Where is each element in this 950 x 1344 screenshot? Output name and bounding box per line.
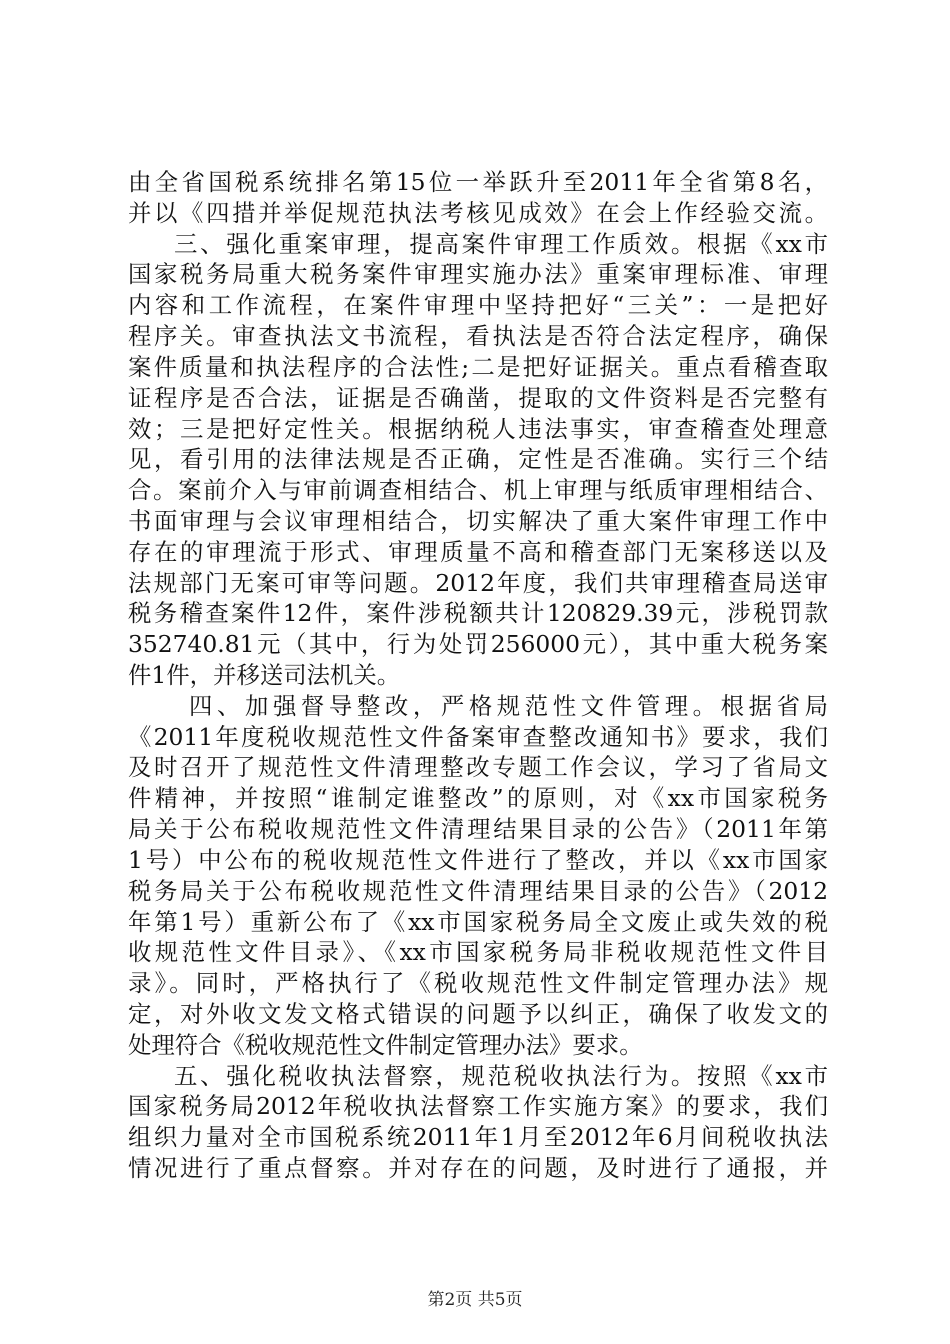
text-line: 定，对外收文发文格式错误的问题予以纠正，确保了收发文的 bbox=[128, 999, 828, 1028]
text-line: 1号）中公布的税收规范性文件进行了整改，并以《xx市国家 bbox=[128, 845, 828, 874]
text-line: 组织力量对全市国税系统2011年1月至2012年6月间税收执法 bbox=[128, 1123, 828, 1152]
text-line: 程序关。审查执法文书流程，看执法是否符合法定程序，确保 bbox=[128, 322, 828, 351]
text-line: 合。案前介入与审前调查相结合、机上审理与纸质审理相结合、 bbox=[128, 476, 828, 505]
text-line: 局关于公布税收规范性文件清理结果目录的公告》（2011年第 bbox=[128, 815, 828, 844]
text-line: 件1件，并移送司法机关。 bbox=[128, 661, 401, 689]
text-line: 存在的审理流于形式、审理质量不高和稽查部门无案移送以及 bbox=[128, 537, 828, 566]
text-line: 352740.81元（其中，行为处罚256000元），其中重大税务案 bbox=[128, 630, 828, 659]
text-line: 录》。同时，严格执行了《税收规范性文件制定管理办法》规 bbox=[128, 969, 828, 998]
text-line: 效；三是把好定性关。根据纳税人违法事实，审查稽查处理意 bbox=[128, 414, 828, 443]
text-line: 法规部门无案可审等问题。2012年度，我们共审理稽查局送审 bbox=[128, 568, 828, 597]
text-line: 由全省国税系统排名第15位一举跃升至2011年全省第8名， bbox=[128, 168, 828, 196]
text-line: 并以《四措并举促规范执法考核见成效》在会上作经验交流。 bbox=[128, 198, 828, 227]
text-line: 件精神，并按照“谁制定谁整改”的原则，对《xx市国家税务 bbox=[128, 784, 828, 813]
text-line: 年第1号）重新公布了《xx市国家税务局全文废止或失效的税 bbox=[128, 907, 828, 936]
text-line: 内容和工作流程，在案件审理中坚持把好“三关”：一是把好 bbox=[128, 291, 828, 320]
text-line: 税务稽查案件12件，案件涉税额共计120829.39元，涉税罚款 bbox=[128, 599, 828, 628]
text-line: 国家税务局重大税务案件审理实施办法》重案审理标准、审理 bbox=[128, 260, 828, 289]
text-line: 书面审理与会议审理相结合，切实解决了重大案件审理工作中 bbox=[128, 506, 828, 535]
paragraph-heading-line: 五、强化税收执法督察，规范税收执法行为。按照《xx市 bbox=[174, 1061, 828, 1090]
paragraph-heading-line: 四、加强督导整改，严格规范性文件管理。根据省局 bbox=[189, 691, 828, 720]
text-line: 证程序是否合法，证据是否确凿，提取的文件资料是否完整有 bbox=[128, 383, 828, 412]
text-line: 情况进行了重点督察。并对存在的问题，及时进行了通报，并 bbox=[128, 1154, 828, 1182]
page-number-footer: 第2页 共5页 bbox=[427, 1290, 523, 1310]
text-line: 见，看引用的法律法规是否正确，定性是否准确。实行三个结 bbox=[128, 445, 828, 474]
text-line: 案件质量和执法程序的合法性;二是把好证据关。重点看稽查取 bbox=[128, 352, 828, 381]
text-line: 及时召开了规范性文件清理整改专题工作会议，学习了省局文 bbox=[128, 753, 828, 782]
text-line: 《2011年度税收规范性文件备案审查整改通知书》要求，我们 bbox=[128, 722, 828, 751]
text-line: 税务局关于公布税收规范性文件清理结果目录的公告》（2012 bbox=[128, 876, 828, 905]
paragraph-heading-line: 三、强化重案审理，提高案件审理工作质效。根据《xx市 bbox=[174, 229, 828, 258]
text-line: 国家税务局2012年税收执法督察工作实施方案》的要求，我们 bbox=[128, 1092, 828, 1121]
text-line: 收规范性文件目录》、《xx市国家税务局非税收规范性文件目 bbox=[128, 938, 828, 967]
text-line: 处理符合《税收规范性文件制定管理办法》要求。 bbox=[128, 1030, 643, 1059]
